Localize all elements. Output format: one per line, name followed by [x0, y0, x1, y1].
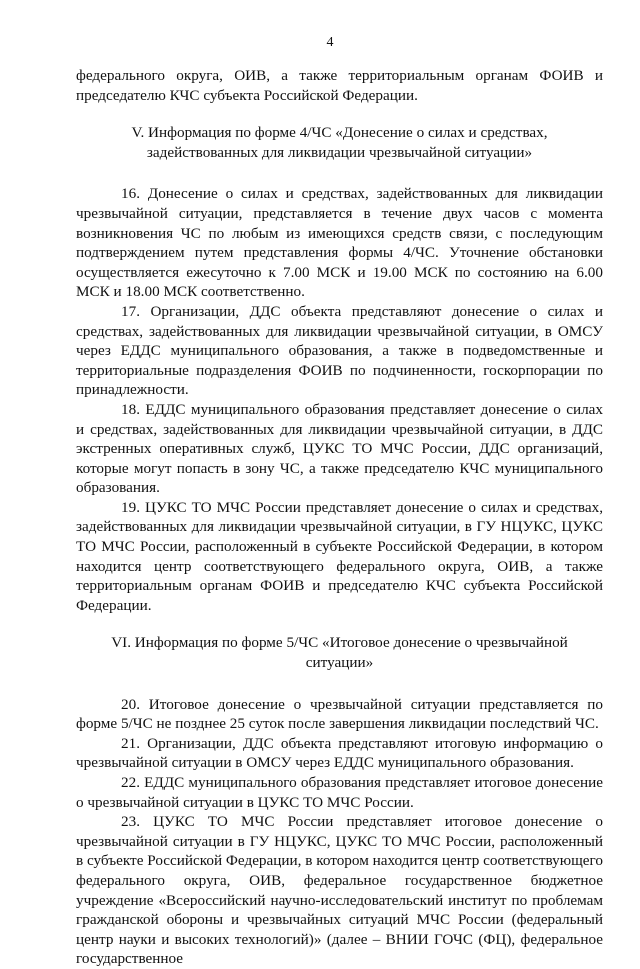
paragraph-20: 20. Итоговое донесение о чрезвычайной ситуации представляется по форме 5/ЧС не позднее 25 суток после завершения ликвидации последствий ЧС. [76, 695, 603, 733]
paragraph-17: 17. Организации, ДДС объекта представляют донесение о силах и средствах, задействованных для ликвидации чрезвычайной ситуации, в ОМСУ через ЕДДС муниципального образования, а также в подведомственные и территориальные подразделения ФОИВ по подчиненности, госкорпорации по принадлежности. [76, 302, 603, 399]
intro-paragraph: федерального округа, ОИВ, а также территориальным органам ФОИВ и председателю КЧС субъекта Российской Федерации. [76, 67, 603, 104]
paragraph-22: 22. ЕДДС муниципального образования представляет итоговое донесение о чрезвычайной ситуации в ЦУКС ТО МЧС России. [76, 774, 603, 811]
spacer [76, 673, 603, 695]
document-body [76, 66, 603, 969]
spacer [76, 105, 603, 123]
paragraph-19: 19. ЦУКС ТО МЧС России представляет донесение о силах и средствах, задействованных для ликвидации чрезвычайной ситуации, в ГУ НЦУКС, ЦУКС ТО МЧС России, расположенный в субъекте Российской Федерации, в котором находится центр соответствующего федерального округа, ОИВ, а также территориальным органам ФОИВ и председателю КЧС субъекта Российской Федерации. [76, 498, 603, 614]
paragraph-21: 21. Организации, ДДС объекта представляют итоговую информацию о чрезвычайной ситуации в ОМСУ через ЕДДС муниципального образования. [76, 734, 603, 772]
paragraph-18: 18. ЕДДС муниципального образования представляет донесение о силах и средствах, задействованных для ликвидации чрезвычайной ситуации, в ДДС экстренных оперативных служб, ЦУКС ТО МЧС России, ДДС организаций, которые могут попасть в зону ЧС, а также председателю КЧС муниципального образования. [76, 400, 603, 497]
page-number: 4 [326, 35, 334, 50]
paragraph-23: 23. ЦУКС ТО МЧС России представляет итоговое донесение о чрезвычайной ситуации в ГУ НЦУКС, ЦУКС ТО МЧС России, расположенный в субъекте Российской Федерации, в котором находится центр соответствующего федерального округа, ОИВ, федеральное государственное бюджетное учреждение «Всероссийский научно-исследовательский институт по проблемам гражданской обороны и чрезвычайных ситуаций МЧС России (федеральный центр науки и высоких технологий)» (далее – ВНИИ ГОЧС (ФЦ), федеральное государственное [76, 813, 603, 968]
section-v-heading: V. Информация по форме 4/ЧС «Донесение о силах и средствах, задействованных для ликвидации чрезвычайной ситуации» [131, 124, 548, 161]
spacer [76, 615, 603, 633]
paragraph-16: 16. Донесение о силах и средствах, задействованных для ликвидации чрезвычайной ситуации, представляется в течение двух часов с момента возникновения ЧС по любым из имеющихся средств связи, с последующим подтверждением путем представления формы 4/ЧС. Уточнение обстановки осуществляется ежесуточно к 7.00 МСК и 19.00 МСК по состоянию на 6.00 МСК и 18.00 МСК соответственно. [76, 185, 603, 301]
section-vi-heading: VI. Информация по форме 5/ЧС «Итоговое донесение о чрезвычайной ситуации» [111, 634, 568, 672]
spacer [76, 162, 603, 184]
